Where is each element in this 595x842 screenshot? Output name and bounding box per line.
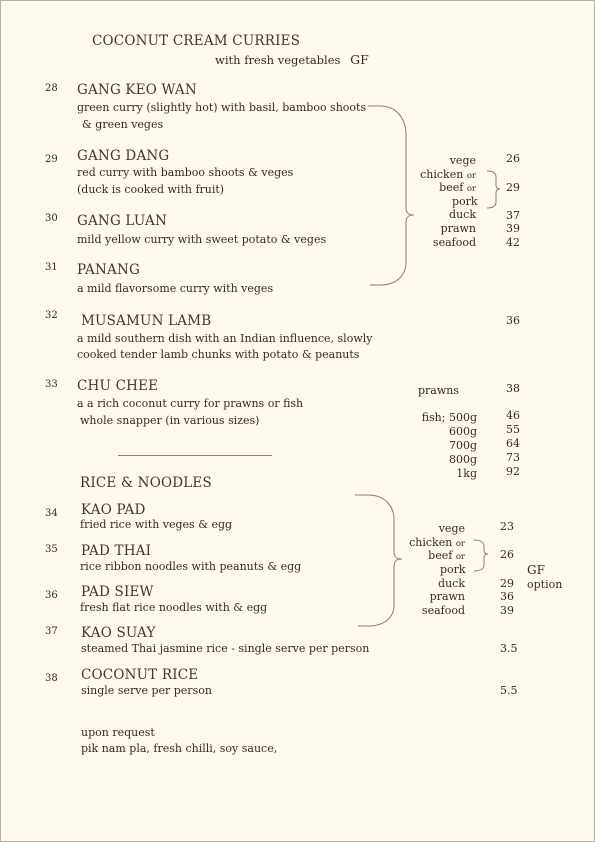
- item-title: PANANG: [77, 262, 140, 278]
- item-number: 35: [45, 544, 58, 555]
- option-seafood: seafood: [432, 236, 476, 249]
- option-fish-500g: fish; 500g: [421, 411, 477, 424]
- gf-option-label: option: [527, 578, 563, 591]
- item-title: GANG DANG: [77, 148, 170, 164]
- option-duck: duck: [438, 577, 465, 590]
- item-title: GANG KEO WAN: [77, 82, 197, 98]
- item-number: 34: [45, 508, 58, 519]
- gf-label: GF: [527, 563, 545, 577]
- item-description: a mild southern dish with an Indian influence, slowly: [77, 332, 373, 345]
- item-number: 30: [45, 213, 58, 224]
- item-title: COCONUT RICE: [81, 667, 199, 683]
- item-description: a mild flavorsome curry with veges: [77, 282, 274, 295]
- item-description: fresh flat rice noodles with & egg: [80, 601, 268, 614]
- item-description: fried rice with veges & egg: [80, 518, 233, 531]
- option-pork: pork: [452, 195, 478, 208]
- option-beef: beef or: [439, 181, 476, 194]
- item-number: 29: [45, 154, 58, 165]
- option-chicken: chicken or: [409, 536, 465, 549]
- price-prawn: 36: [500, 590, 514, 603]
- footer-note: upon request: [81, 726, 155, 739]
- price-duck: 29: [500, 577, 514, 590]
- item-number: 33: [45, 379, 58, 390]
- item-description: single serve per person: [81, 684, 212, 697]
- option-seafood: seafood: [421, 604, 465, 617]
- curries-subheading-text: with fresh vegetables: [215, 53, 341, 67]
- option-fish-700g: 700g: [448, 439, 477, 452]
- item-title: GANG LUAN: [77, 213, 167, 229]
- option-vege: vege: [449, 154, 476, 167]
- option-fish-600g: 600g: [448, 425, 477, 438]
- rice-heading: RICE & NOODLES: [80, 475, 212, 491]
- item-description: steamed Thai jasmine rice - single serve per person: [81, 642, 370, 655]
- gf-label: GF: [350, 52, 369, 67]
- item-description: & green veges: [82, 118, 164, 131]
- option-vege: vege: [438, 522, 465, 535]
- item-number: 36: [45, 590, 58, 601]
- price-duck: 37: [506, 209, 520, 222]
- item-title: KAO PAD: [81, 502, 146, 518]
- item-price: 36: [506, 314, 520, 327]
- item-number: 32: [45, 310, 58, 321]
- item-description: red curry with bamboo shoots & veges: [77, 166, 294, 179]
- item-description: a a rich coconut curry for prawns or fish: [77, 397, 304, 410]
- option-pork: pork: [440, 563, 466, 576]
- price-seafood: 42: [506, 236, 520, 249]
- item-title: CHU CHEE: [77, 378, 159, 394]
- price-fish-600g: 55: [506, 423, 520, 436]
- price-meat: 26: [500, 548, 514, 561]
- option-prawn: prawn: [429, 590, 465, 603]
- price-fish-500g: 46: [506, 409, 520, 422]
- price-fish-1kg: 92: [506, 465, 520, 478]
- item-number: 37: [45, 626, 58, 637]
- item-title: PAD THAI: [81, 543, 152, 559]
- price-seafood: 39: [500, 604, 514, 617]
- curries-heading: COCONUT CREAM CURRIES: [92, 33, 301, 49]
- option-prawns: prawns: [418, 384, 460, 397]
- option-fish-800g: 800g: [448, 453, 477, 466]
- item-number: 31: [45, 262, 58, 273]
- footer-condiments: pik nam pla, fresh chilli, soy sauce,: [81, 742, 278, 755]
- item-description: mild yellow curry with sweet potato & veges: [77, 233, 327, 246]
- item-price: 5.5: [500, 684, 518, 697]
- item-number: 38: [45, 673, 58, 684]
- price-vege: 23: [500, 520, 514, 533]
- item-description: cooked tender lamb chunks with potato & peanuts: [77, 348, 360, 361]
- price-meat: 29: [506, 181, 520, 194]
- price-prawn: 39: [506, 222, 520, 235]
- item-title: PAD SIEW: [81, 584, 154, 600]
- option-fish-1kg: 1kg: [456, 467, 477, 480]
- item-description: whole snapper (in various sizes): [80, 414, 260, 427]
- option-chicken: chicken or: [420, 168, 476, 181]
- item-title: KAO SUAY: [81, 625, 156, 641]
- price-vege: 26: [506, 152, 520, 165]
- option-beef: beef or: [428, 549, 465, 562]
- price-fish-800g: 73: [506, 451, 520, 464]
- price-fish-700g: 64: [506, 437, 520, 450]
- item-description: rice ribbon noodles with peanuts & egg: [80, 560, 302, 573]
- item-description: green curry (slightly hot) with basil, bamboo shoots: [77, 101, 367, 114]
- item-description: (duck is cooked with fruit): [77, 183, 225, 196]
- item-price: 3.5: [500, 642, 518, 655]
- price-prawns: 38: [506, 382, 520, 395]
- option-prawn: prawn: [440, 222, 476, 235]
- option-duck: duck: [449, 208, 476, 221]
- item-title: MUSAMUN LAMB: [81, 313, 212, 329]
- item-number: 28: [45, 83, 58, 94]
